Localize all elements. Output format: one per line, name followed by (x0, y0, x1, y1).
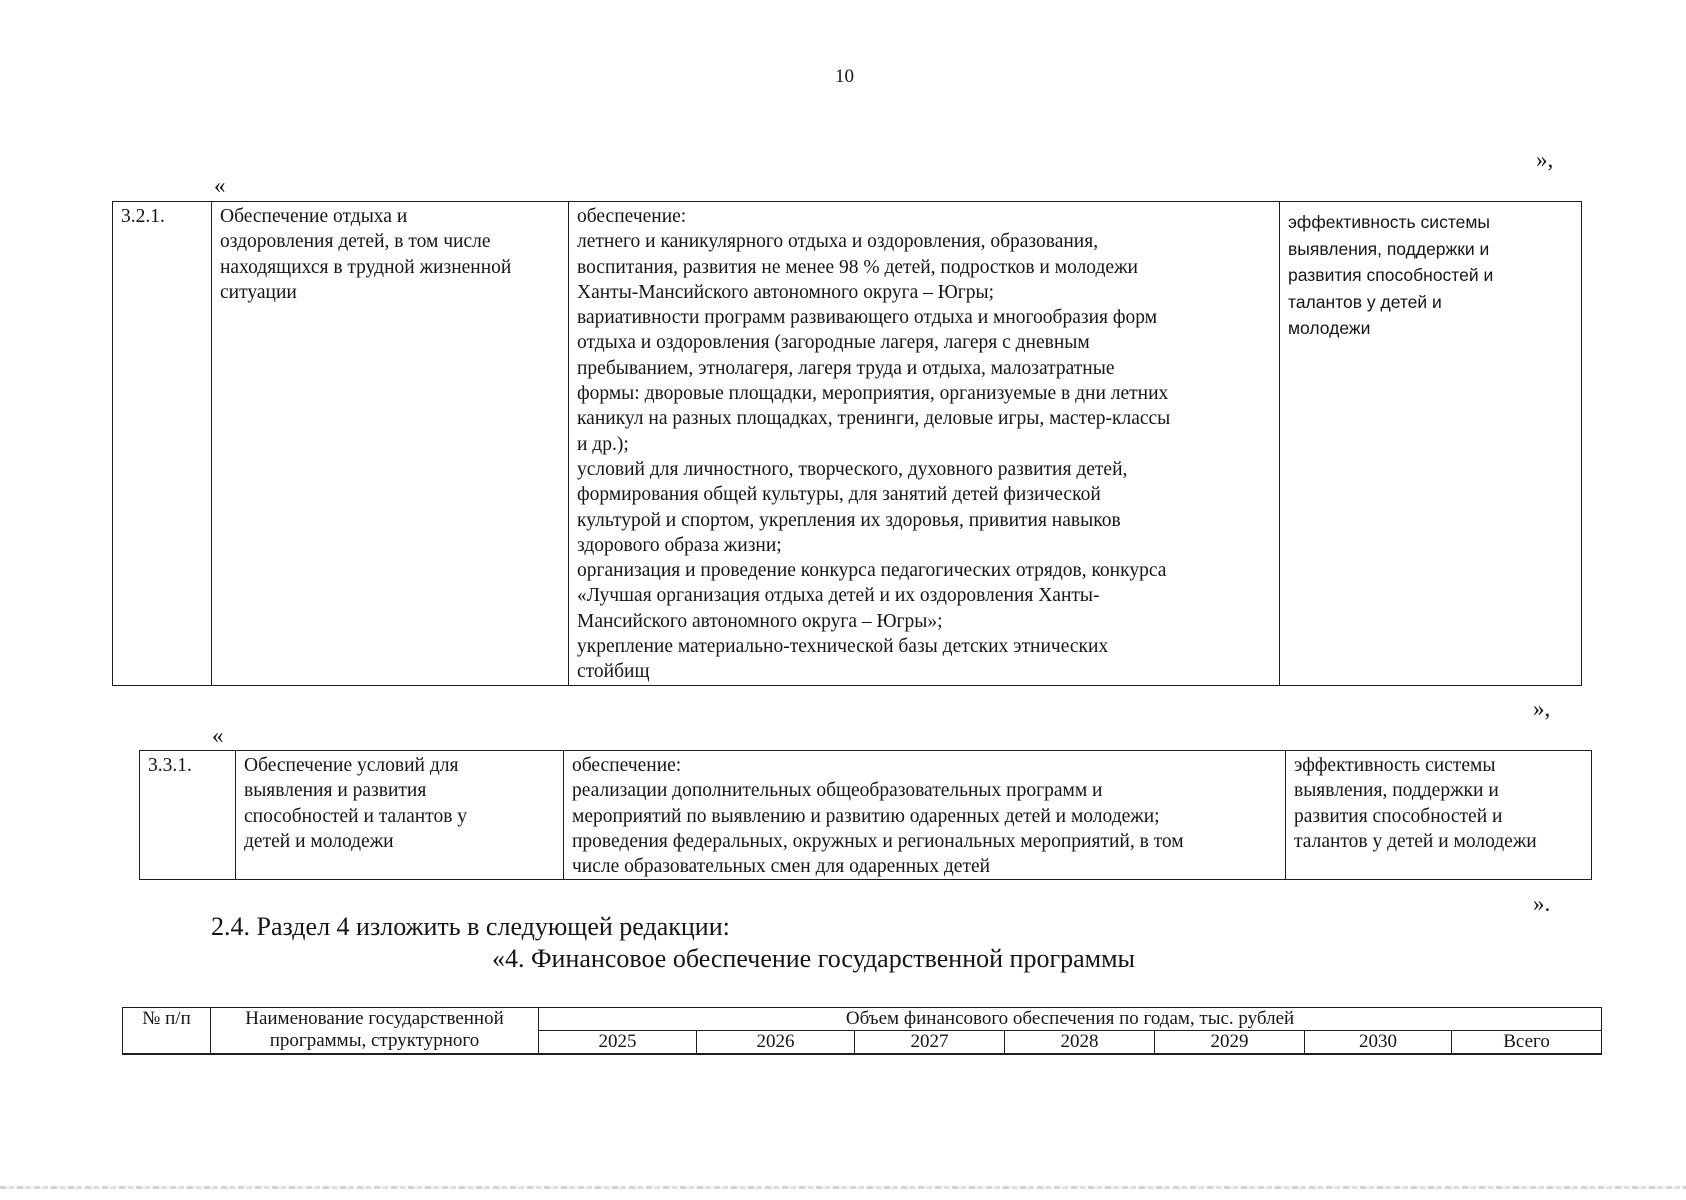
row-number: 3.2.1. (121, 206, 165, 227)
content-line: воспитания, развития не менее 98 % детей, подростков и молодежи (577, 256, 1138, 278)
row-number-cell (140, 751, 236, 880)
measure-content-cell (564, 751, 1286, 880)
col-name-line: Наименование государственной (245, 1008, 504, 1029)
col-number-header (123, 1008, 211, 1055)
year-2028-header: 2028 (1005, 1031, 1155, 1055)
content-line: условий для личностного, творческого, духовного развития детей, (577, 458, 1128, 480)
closing-quote-1: », (1536, 147, 1554, 172)
content-line: укрепление материально-технической базы детских этнических (577, 636, 1109, 658)
indicator-line: эффективность системы (1288, 212, 1490, 232)
indicator-line: развития способностей и (1294, 805, 1503, 827)
measure-name-line: Обеспечение условий для (244, 755, 459, 776)
measure-name-line: выявления и развития (244, 780, 427, 802)
col-number-label: № п/п (142, 1008, 191, 1029)
content-line: проведения федеральных, окружных и региональных мероприятий, в том (572, 830, 1184, 852)
program-table-3-3-1 (139, 750, 1592, 880)
indicator-line: талантов у детей и молодежи (1294, 830, 1537, 852)
content-line: мероприятий по выявлению и развитию одаренных детей и молодежи; (572, 805, 1160, 827)
content-line: летнего и каникулярного отдыха и оздоровления, образования, (577, 231, 1099, 253)
year-2025-header: 2025 (539, 1031, 697, 1055)
measure-content-cell (569, 202, 1280, 686)
content-line: каникул на разных площадках, тренинги, деловые игры, мастер-классы (577, 408, 1171, 430)
measure-name-line: Обеспечение отдыха и (220, 206, 408, 227)
content-line: Мансийского автономного округа – Югры»; (577, 610, 943, 632)
year-2027-header: 2027 (855, 1031, 1005, 1055)
content-line: обеспечение: (572, 755, 682, 776)
content-line: Ханты-Мансийского автономного округа – Югры; (577, 281, 995, 303)
finance-header-row (123, 1008, 1602, 1031)
year-2026-header: 2026 (697, 1031, 855, 1055)
table-row (140, 751, 1592, 880)
col-name-header (211, 1008, 539, 1055)
content-line: стойбищ (577, 661, 650, 683)
indicator-line: выявления, поддержки и (1288, 238, 1490, 259)
measure-name-line: оздоровления детей, в том числе (220, 231, 491, 253)
section-heading: 2.4. Раздел 4 изложить в следующей редакции: (211, 912, 730, 941)
col-name-line: программы, структурного (269, 1030, 480, 1051)
content-line: формы: дворовые площадки, мероприятия, организуемые в дни летних (577, 383, 1169, 405)
indicator-cell (1286, 751, 1592, 880)
indicator-line: эффективность системы (1294, 755, 1496, 776)
closing-quote-2: », (1533, 696, 1551, 721)
total-header: Всего (1452, 1031, 1602, 1055)
year-2029-header: 2029 (1155, 1031, 1305, 1055)
indicator-cell (1280, 202, 1582, 686)
indicator-line: молодежи (1288, 318, 1371, 338)
content-line: отдыха и оздоровления (загородные лагеря, лагеря с дневным (577, 332, 1090, 354)
content-line: «Лучшая организация отдыха детей и их оздоровления Ханты- (577, 585, 1100, 607)
program-table-3-2-1 (112, 201, 1582, 686)
measure-name-line: находящихся в трудной жизненной (220, 256, 512, 278)
scan-edge-artifact (0, 1186, 1686, 1189)
measure-name-line: способностей и талантов у (244, 805, 468, 827)
content-line: организация и проведение конкурса педагогических отрядов, конкурса (577, 560, 1167, 582)
content-line: здорового образа жизни; (577, 534, 782, 556)
measure-name-cell (236, 751, 564, 880)
finance-table (122, 1007, 1602, 1055)
closing-quote-3: ». (1533, 891, 1551, 916)
year-2030-header: 2030 (1305, 1031, 1452, 1055)
volume-header (539, 1008, 1602, 1031)
row-number-cell (113, 202, 212, 686)
opening-quote-1: « (214, 173, 226, 198)
volume-header-label: Объем финансового обеспечения по годам, тыс. рублей (845, 1008, 1295, 1029)
indicator-line: развития способностей и (1288, 265, 1494, 285)
indicator-line: выявления, поддержки и (1294, 780, 1499, 802)
content-line: формирования общей культуры, для занятий детей физической (577, 484, 1101, 506)
content-line: пребыванием, этнолагеря, лагеря труда и отдыха, малозатратные (577, 357, 1115, 379)
content-line: и др.); (577, 433, 629, 455)
content-line: числе образовательных смен для одаренных детей (572, 856, 991, 878)
content-line: реализации дополнительных общеобразовательных программ и (572, 780, 1103, 802)
content-line: вариативности программ развивающего отдыха и многообразия форм (577, 307, 1158, 329)
table-row (113, 202, 1582, 686)
opening-quote-2: « (212, 723, 224, 748)
measure-name-line: детей и молодежи (244, 830, 394, 852)
content-line: обеспечение: (577, 206, 687, 227)
subsection-heading: «4. Финансовое обеспечение государственной программы (492, 944, 1136, 973)
page-number: 10 (835, 66, 854, 87)
measure-name-cell (212, 202, 569, 686)
row-number: 3.3.1. (148, 755, 192, 776)
indicator-line: талантов у детей и (1288, 291, 1442, 312)
measure-name-line: ситуации (220, 281, 297, 303)
content-line: культурой и спортом, укрепления их здоровья, привития навыков (577, 509, 1121, 531)
